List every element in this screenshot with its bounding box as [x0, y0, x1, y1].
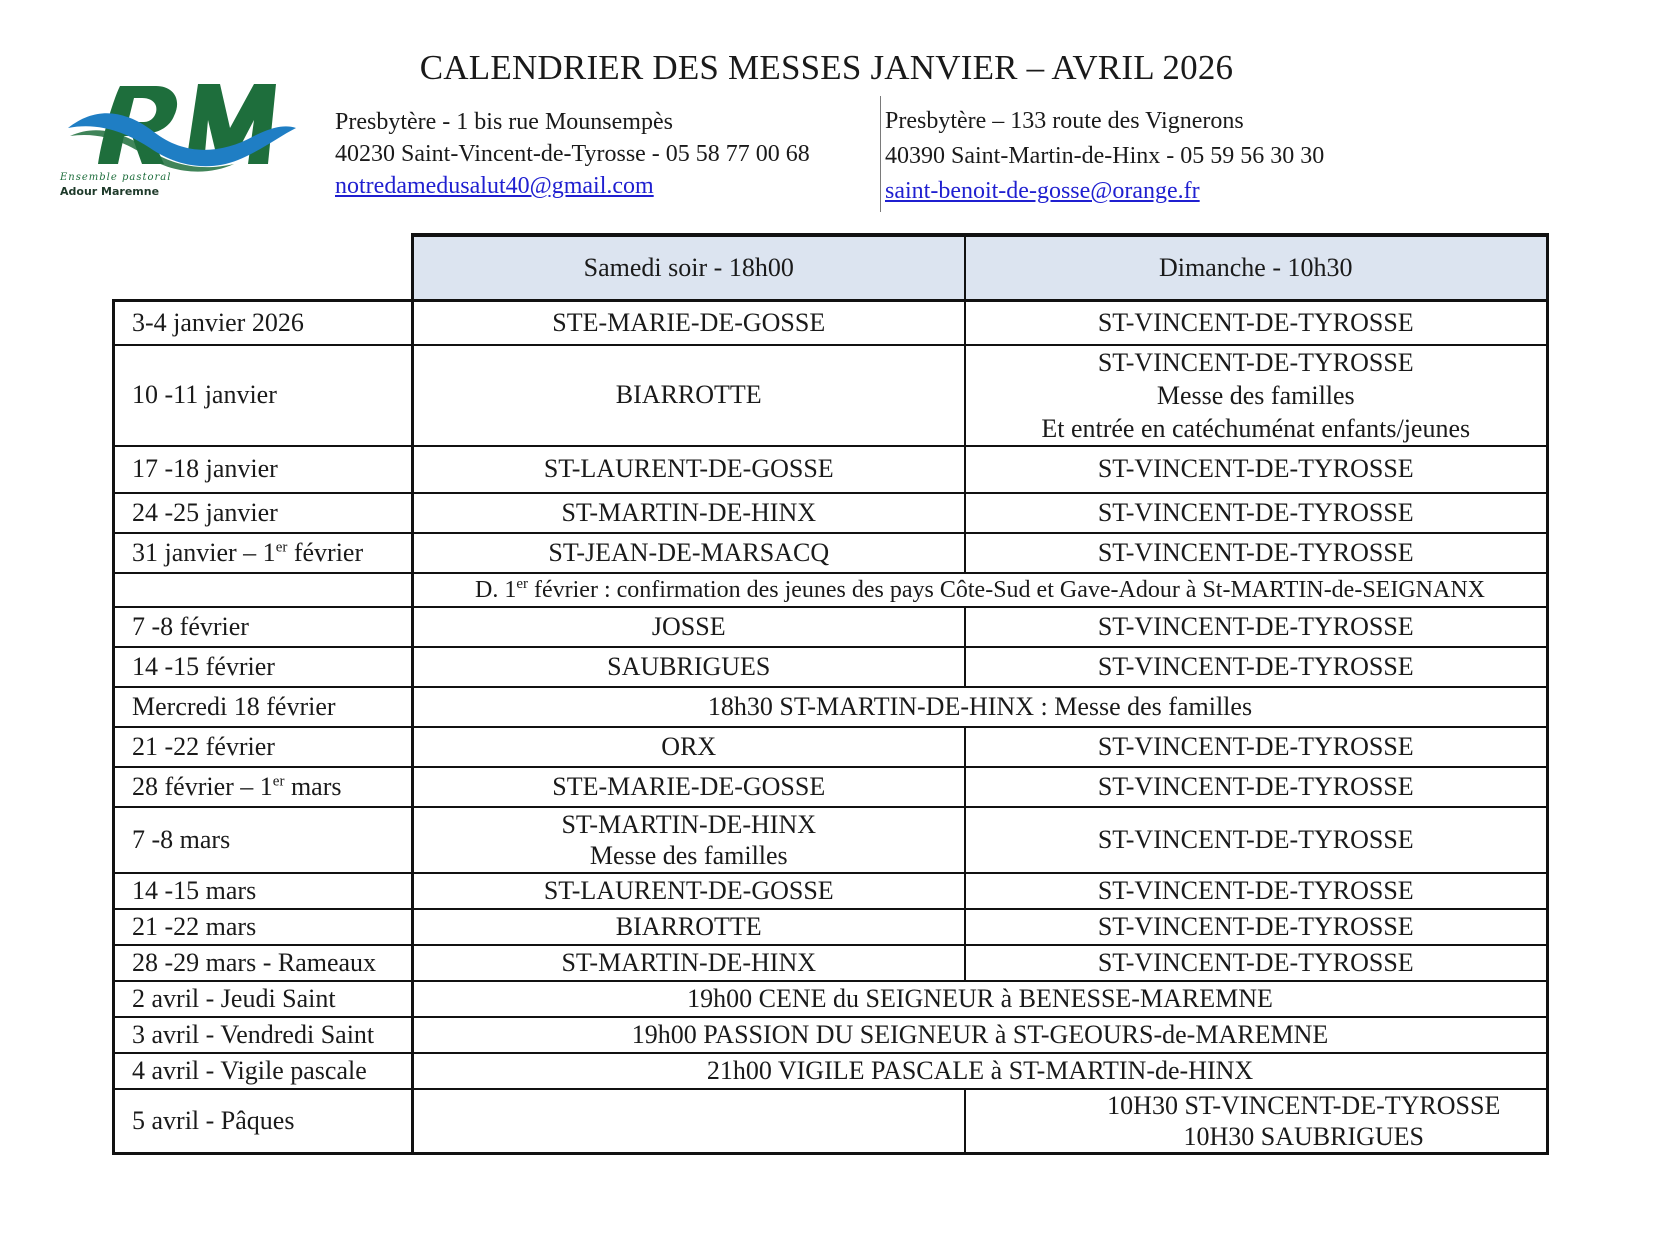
- table-row: [114, 446, 1548, 493]
- row-saturday: ST-JEAN-DE-MARSACQ: [413, 533, 965, 573]
- table-row: [114, 945, 1548, 981]
- row-event-text: D. 1: [475, 576, 517, 603]
- row-date: [114, 573, 413, 607]
- table-row: [114, 1053, 1548, 1089]
- row-saturday: ST-LAURENT-DE-GOSSE: [413, 873, 965, 909]
- address-right: [885, 104, 1324, 209]
- header-blank-cell: [114, 235, 413, 301]
- table-row: [114, 607, 1548, 647]
- row-sunday: ST-VINCENT-DE-TYROSSE: [965, 909, 1548, 945]
- page-title: CALENDRIER DES MESSES JANVIER – AVRIL 2026: [419, 48, 1234, 87]
- table-header-row: [114, 235, 1548, 301]
- row-saturday: JOSSE: [413, 607, 965, 647]
- row-sunday-line: ST-VINCENT-DE-TYROSSE: [1097, 347, 1414, 377]
- email-link-left[interactable]: notredamedusalut40@gmail.com: [335, 173, 654, 199]
- row-sunday: ST-VINCENT-DE-TYROSSE: [965, 647, 1548, 687]
- table-row: [114, 573, 1548, 607]
- row-event: [413, 573, 1548, 607]
- header-saturday: Samedi soir - 18h00: [413, 235, 965, 301]
- table-row: [114, 493, 1548, 533]
- row-date: 14 -15 février: [114, 647, 413, 687]
- table-row: [114, 727, 1548, 767]
- row-sunday: ST-VINCENT-DE-TYROSSE: [965, 607, 1548, 647]
- row-saturday: ST-MARTIN-DE-HINX: [413, 493, 965, 533]
- row-sunday: ST-VINCENT-DE-TYROSSE: [965, 493, 1548, 533]
- table-row: [114, 873, 1548, 909]
- row-saturday: STE-MARIE-DE-GOSSE: [413, 767, 965, 807]
- row-sunday: [965, 345, 1548, 446]
- row-date-sup: er: [275, 538, 288, 555]
- table-row: [114, 301, 1548, 345]
- row-sunday: ST-VINCENT-DE-TYROSSE: [965, 533, 1548, 573]
- row-sunday: ST-VINCENT-DE-TYROSSE: [965, 873, 1548, 909]
- address-left-line1: Presbytère - 1 bis rue Mounsempès: [335, 109, 673, 135]
- row-sunday: ST-VINCENT-DE-TYROSSE: [965, 807, 1548, 873]
- row-event-sup: er: [516, 575, 528, 592]
- table-row: [114, 981, 1548, 1017]
- table-row: [114, 767, 1548, 807]
- logo-name: Adour Maremne: [60, 185, 160, 198]
- row-date: 3-4 janvier 2026: [114, 301, 413, 345]
- row-saturday: ORX: [413, 727, 965, 767]
- row-date: 2 avril - Jeudi Saint: [114, 981, 413, 1017]
- row-sunday: ST-VINCENT-DE-TYROSSE: [965, 945, 1548, 981]
- row-sunday: ST-VINCENT-DE-TYROSSE: [965, 767, 1548, 807]
- row-date: [114, 533, 413, 573]
- email-link-right[interactable]: saint-benoit-de-gosse@orange.fr: [885, 178, 1200, 204]
- row-sunday-line: 10H30 ST-VINCENT-DE-TYROSSE: [1107, 1090, 1501, 1120]
- row-date: 14 -15 mars: [114, 873, 413, 909]
- row-event: 21h00 VIGILE PASCALE à ST-MARTIN-de-HINX: [413, 1053, 1548, 1089]
- row-sunday: ST-VINCENT-DE-TYROSSE: [965, 301, 1548, 345]
- row-sunday: ST-VINCENT-DE-TYROSSE: [965, 446, 1548, 493]
- table-row: [114, 647, 1548, 687]
- row-date-text: février: [287, 537, 364, 567]
- row-saturday: ST-LAURENT-DE-GOSSE: [413, 446, 965, 493]
- row-date: Mercredi 18 février: [114, 687, 413, 727]
- table-row: [114, 345, 1548, 446]
- row-date: 24 -25 janvier: [114, 493, 413, 533]
- row-date: [114, 767, 413, 807]
- table-row: [114, 687, 1548, 727]
- row-saturday: [413, 807, 965, 873]
- table-row: [114, 909, 1548, 945]
- row-sunday-line: Et entrée en catéchuménat enfants/jeunes: [1041, 413, 1471, 443]
- row-date-text: mars: [284, 771, 342, 801]
- row-sunday: ST-VINCENT-DE-TYROSSE: [965, 727, 1548, 767]
- row-date: 17 -18 janvier: [114, 446, 413, 493]
- row-event-text: février : confirmation des jeunes des pays Côte-Sud et Gave-Adour à St-MARTIN-de-SEIGNANX: [528, 576, 1485, 603]
- row-saturday: STE-MARIE-DE-GOSSE: [413, 301, 965, 345]
- row-date: 10 -11 janvier: [114, 345, 413, 446]
- row-sunday-line: Messe des familles: [1156, 380, 1355, 410]
- mass-schedule-table: [112, 233, 1549, 1155]
- table-row: [114, 1089, 1548, 1154]
- row-saturday: [413, 1089, 965, 1154]
- logo-tagline: Ensemble pastoral: [60, 172, 172, 183]
- row-date: 28 -29 mars - Rameaux: [114, 945, 413, 981]
- address-divider: [880, 96, 881, 212]
- row-event: 19h00 CENE du SEIGNEUR à BENESSE-MAREMNE: [413, 981, 1548, 1017]
- row-date-sup: er: [272, 772, 285, 789]
- row-event: 19h00 PASSION DU SEIGNEUR à ST-GEOURS-de-MAREMNE: [413, 1017, 1548, 1053]
- address-left-line2: 40230 Saint-Vincent-de-Tyrosse - 05 58 77 00 68: [335, 141, 810, 167]
- row-saturday: BIARROTTE: [413, 909, 965, 945]
- row-date-text: 31 janvier – 1: [132, 537, 276, 567]
- table-row: [114, 533, 1548, 573]
- row-date: 21 -22 février: [114, 727, 413, 767]
- header-sunday: Dimanche - 10h30: [965, 235, 1548, 301]
- address-right-line1: Presbytère – 133 route des Vignerons: [885, 108, 1244, 134]
- logo: [58, 76, 308, 216]
- row-sunday: [965, 1089, 1548, 1154]
- row-saturday-line: Messe des familles: [589, 840, 788, 870]
- table-row: [114, 807, 1548, 873]
- table-row: [114, 1017, 1548, 1053]
- row-date: 4 avril - Vigile pascale: [114, 1053, 413, 1089]
- row-date: 5 avril - Pâques: [114, 1089, 413, 1154]
- address-left: [335, 106, 810, 202]
- row-sunday-line: 10H30 SAUBRIGUES: [1183, 1121, 1425, 1151]
- row-date: 21 -22 mars: [114, 909, 413, 945]
- row-saturday: SAUBRIGUES: [413, 647, 965, 687]
- address-right-line2: 40390 Saint-Martin-de-Hinx - 05 59 56 30 30: [885, 143, 1325, 169]
- row-date-text: 28 février – 1: [132, 771, 273, 801]
- row-saturday: BIARROTTE: [413, 345, 965, 446]
- row-date: 7 -8 février: [114, 607, 413, 647]
- row-saturday: ST-MARTIN-DE-HINX: [413, 945, 965, 981]
- row-date: 3 avril - Vendredi Saint: [114, 1017, 413, 1053]
- row-saturday-line: ST-MARTIN-DE-HINX: [561, 809, 817, 839]
- row-event: 18h30 ST-MARTIN-DE-HINX : Messe des familles: [413, 687, 1548, 727]
- row-date: 7 -8 mars: [114, 807, 413, 873]
